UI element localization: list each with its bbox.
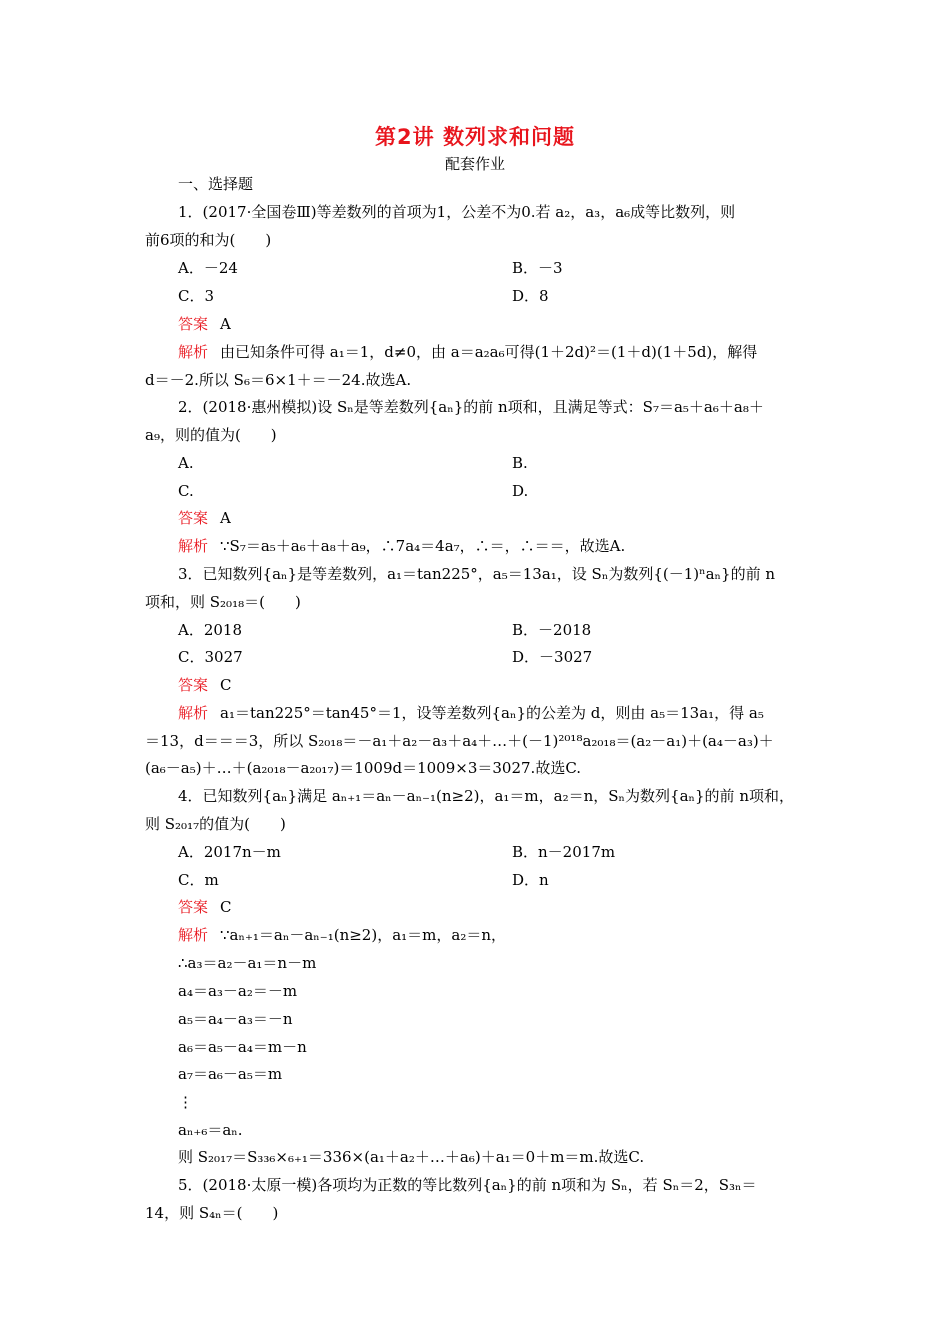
answer-label: 答案 [178, 898, 209, 916]
q2-stem-line2: a₉，则的值为( ) [145, 426, 277, 444]
q3-answer: C [220, 676, 232, 694]
q4-option-c: C．m [178, 871, 219, 889]
q3-analysis-line1: a₁＝tan225°＝tan45°＝1，设等差数列{aₙ}的公差为 d，则由 a₅＝13a₁，得 a₅ [220, 704, 764, 722]
q2-option-a: A. [178, 454, 194, 472]
q2-analysis-row [178, 536, 625, 556]
analysis-label: 解析 [178, 704, 209, 722]
q4-stem-line1: 4．已知数列{aₙ}满足 aₙ₊₁＝aₙ－aₙ₋₁(n≥2)，a₁＝m，a₂＝n，Sₙ为数列{aₙ}的前 n项和， [178, 787, 794, 805]
q1-option-a: A．－24 [178, 259, 238, 277]
q4-option-a: A．2017n－m [178, 843, 281, 861]
q4-step: ∴a₃＝a₂－a₁＝n－m [178, 954, 317, 972]
q4-answer: C [220, 898, 232, 916]
q3-stem-line1: 3．已知数列{aₙ}是等差数列，a₁＝tan225°，a₅＝13a₁，设 Sₙ为数列{(－1)ⁿaₙ}的前 n [178, 565, 775, 583]
analysis-label: 解析 [178, 537, 209, 555]
q1-answer-row [178, 314, 231, 334]
q5-stem-line2: 14，则 S₄ₙ＝( ) [145, 1204, 279, 1222]
q4-step: a₆＝a₅－a₄＝m－n [178, 1038, 307, 1056]
q2-analysis-line1: ∵S₇＝a₅＋a₆＋a₈＋a₉，∴7a₄＝4a₇，∴＝，∴＝＝，故选A. [220, 537, 626, 555]
q3-option-d: D．－3027 [512, 648, 593, 666]
q2-option-c: C. [178, 482, 194, 500]
q4-step: a₄＝a₃－a₂＝－m [178, 982, 298, 1000]
answer-label: 答案 [178, 315, 209, 333]
analysis-label: 解析 [178, 343, 209, 361]
q1-stem-line2: 前6项的和为( ) [145, 231, 272, 249]
q4-analysis-line1: ∵aₙ₊₁＝aₙ－aₙ₋₁(n≥2)，a₁＝m，a₂＝n， [220, 926, 506, 944]
q1-analysis-row [178, 342, 757, 362]
q3-answer-row [178, 675, 232, 695]
q1-option-c: C．3 [178, 287, 215, 305]
page-subtitle: 配套作业 [444, 155, 505, 173]
q4-analysis-row [178, 925, 506, 945]
q1-analysis-line2: d＝－2.所以 S₆＝6×1＋＝－24.故选A. [145, 371, 412, 389]
q4-step: a₅＝a₄－a₃＝－n [178, 1010, 293, 1028]
q2-answer: A [220, 509, 231, 527]
q3-option-a: A．2018 [178, 621, 243, 639]
q1-answer: A [220, 315, 231, 333]
q4-option-d: D．n [512, 871, 549, 889]
q5-stem-line1: 5．(2018·太原一模)各项均为正数的等比数列{aₙ}的前 n项和为 Sₙ，若 Sₙ＝2，S₃ₙ＝ [178, 1176, 757, 1194]
section-heading: 一、选择题 [178, 175, 254, 193]
q4-step: a₇＝a₆－a₅＝m [178, 1065, 283, 1083]
q4-option-b: B．n－2017m [512, 843, 616, 861]
answer-label: 答案 [178, 676, 209, 694]
q3-analysis-row [178, 703, 764, 723]
q4-answer-row [178, 897, 232, 917]
q2-option-b: B. [512, 454, 528, 472]
q3-stem-line2: 项和，则 S₂₀₁₈＝( ) [145, 593, 301, 611]
page-title: 第2讲 数列求和问题 [375, 125, 575, 149]
q2-option-d: D. [512, 482, 529, 500]
q4-step: aₙ₊₆＝aₙ. [178, 1121, 243, 1139]
q1-stem-line1: 1．(2017·全国卷Ⅲ)等差数列的首项为1，公差不为0.若 a₂，a₃，a₆成等比数列，则 [178, 203, 736, 221]
answer-label: 答案 [178, 509, 209, 527]
q3-option-c: C．3027 [178, 648, 243, 666]
q1-analysis-line1: 由已知条件可得 a₁＝1，d≠0，由 a＝a₂a₆可得(1＋2d)²＝(1＋d)(1＋5d)，解得 [220, 343, 758, 361]
q3-option-b: B．－2018 [512, 621, 592, 639]
q1-option-d: D．8 [512, 287, 549, 305]
q3-analysis-line2: ＝13，d＝＝＝3，所以 S₂₀₁₈＝－a₁＋a₂－a₃＋a₄＋…＋(－1)²⁰¹⁸a₂₀₁₈＝(a₂－a₁)＋(a₄－a₃)＋ [145, 732, 774, 750]
q3-analysis-line3: (a₆－a₅)＋…＋(a₂₀₁₈－a₂₀₁₇)＝1009d＝1009×3＝3027.故选C. [145, 759, 582, 777]
q2-stem-line1: 2．(2018·惠州模拟)设 Sₙ是等差数列{aₙ}的前 n项和，且满足等式：S₇＝a₅＋a₆＋a₈＋ [178, 398, 764, 416]
analysis-label: 解析 [178, 926, 209, 944]
q1-option-b: B．－3 [512, 259, 563, 277]
q2-answer-row [178, 508, 231, 528]
q4-stem-line2: 则 S₂₀₁₇的值为( ) [145, 815, 286, 833]
q4-conclusion: 则 S₂₀₁₇＝S₃₃₆×₆₊₁＝336×(a₁＋a₂＋…＋a₆)＋a₁＝0＋m＝m.故选C. [178, 1148, 645, 1166]
q4-step: ⋮ [178, 1093, 193, 1111]
